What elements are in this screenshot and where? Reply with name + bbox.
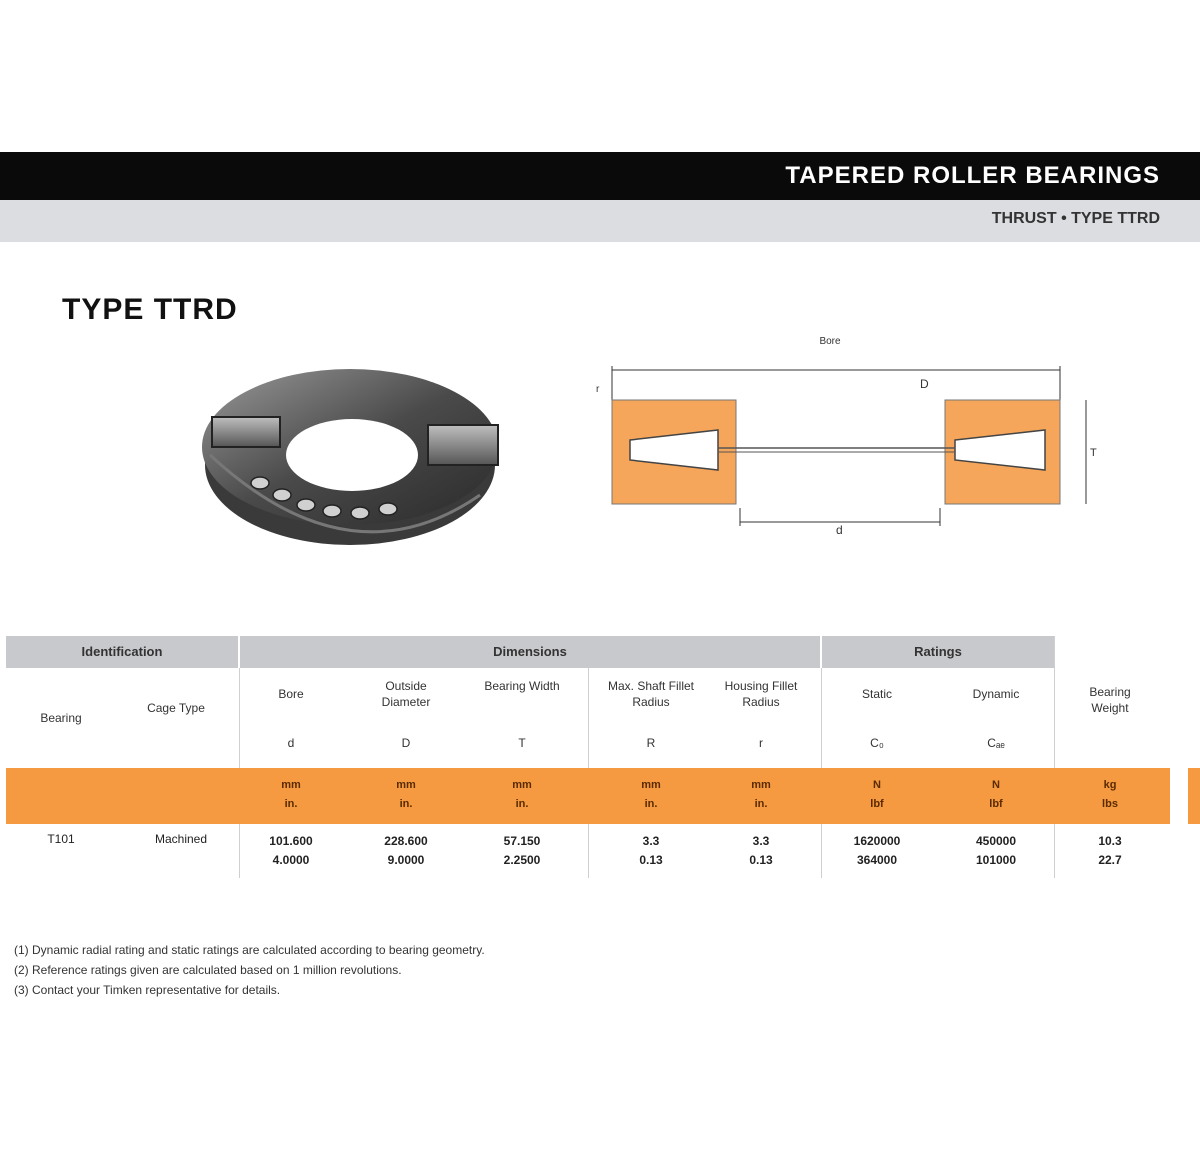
- col-header-bearing-width: Bearing Width: [484, 679, 560, 693]
- col-header-bearing: Bearing: [40, 711, 82, 725]
- footnote-1: (1) Dynamic radial rating and static ratings are calculated according to bearing geometry.: [14, 943, 485, 957]
- drawing-label-d: d: [836, 523, 843, 537]
- unit-outside-diameter: mm in.: [396, 779, 416, 810]
- cell-bore: 101.600 4.0000: [269, 834, 313, 867]
- col-header-outside-diameter: Outside Diameter: [381, 679, 431, 709]
- units-row: [6, 768, 1170, 824]
- unit-bore: mm in.: [281, 779, 301, 810]
- drawing-label-T: T: [1090, 447, 1097, 459]
- sym-bearing-width: T: [518, 736, 526, 750]
- unit-dynamic: N lbf: [989, 779, 1003, 810]
- unit-static: N lbf: [870, 779, 884, 810]
- sym-shaft-fillet: R: [646, 736, 656, 750]
- unit-housing-fillet: mm in.: [751, 779, 771, 810]
- sym-dynamic: Cₐₑ: [987, 736, 1005, 750]
- sym-static: C₀: [870, 736, 884, 750]
- top-header-bar: [0, 152, 1200, 200]
- bearing-photo-illustration: [200, 355, 510, 565]
- type-title: TYPE TTRD: [62, 293, 238, 326]
- col-header-dynamic: Dynamic: [972, 687, 1020, 701]
- table-edge-stub: [1188, 768, 1200, 824]
- col-header-max-shaft-fillet: Max. Shaft Fillet Radius: [607, 679, 695, 709]
- sym-housing-fillet: r: [759, 736, 763, 750]
- drawing-label-r: r: [596, 384, 600, 395]
- drawing-top-label: Bore: [819, 336, 841, 347]
- footnote-2: (2) Reference ratings given are calculated based on 1 million revolutions.: [14, 963, 402, 977]
- unit-weight: kg lbs: [1102, 779, 1118, 810]
- sym-bore: d: [287, 736, 295, 750]
- sym-outside-diameter: D: [401, 736, 411, 750]
- cell-dynamic: 450000 101000: [975, 834, 1017, 867]
- cell-housing-fillet: 3.3 0.13: [749, 834, 773, 867]
- col-header-static: Static: [861, 687, 892, 701]
- drawing-label-D: D: [920, 377, 929, 391]
- col-header-housing-fillet: Housing Fillet Radius: [724, 679, 798, 709]
- header-title: TAPERED ROLLER BEARINGS: [785, 162, 1160, 189]
- cell-weight: 10.3 22.7: [1098, 834, 1122, 867]
- cell-bearing-width: 57.150 2.2500: [503, 834, 541, 867]
- cell-bearing: T101: [47, 832, 75, 846]
- cell-outside-diameter: 228.600 9.0000: [384, 834, 428, 867]
- footnote-3: (3) Contact your Timken representative for details.: [14, 983, 281, 997]
- col-header-weight: Bearing Weight: [1089, 685, 1131, 715]
- unit-shaft-fillet: mm in.: [641, 779, 661, 810]
- col-header-bore: Bore: [278, 687, 304, 701]
- cell-shaft-fillet: 3.3 0.13: [639, 834, 663, 867]
- unit-bearing-width: mm in.: [512, 779, 532, 810]
- group-ratings: Ratings: [822, 636, 1054, 668]
- cell-cage-type: Machined: [154, 832, 208, 846]
- cell-static: 1620000 364000: [853, 834, 901, 867]
- footnotes: [14, 940, 485, 1000]
- col-header-cage-type: Cage Type: [147, 701, 205, 715]
- bearing-cross-section-drawing: [590, 330, 1100, 540]
- header-subtitle: THRUST • TYPE TTRD: [991, 210, 1160, 227]
- group-dimensions: Dimensions: [240, 636, 820, 668]
- sub-header-bar: [0, 200, 1200, 242]
- group-identification: Identification: [6, 636, 238, 668]
